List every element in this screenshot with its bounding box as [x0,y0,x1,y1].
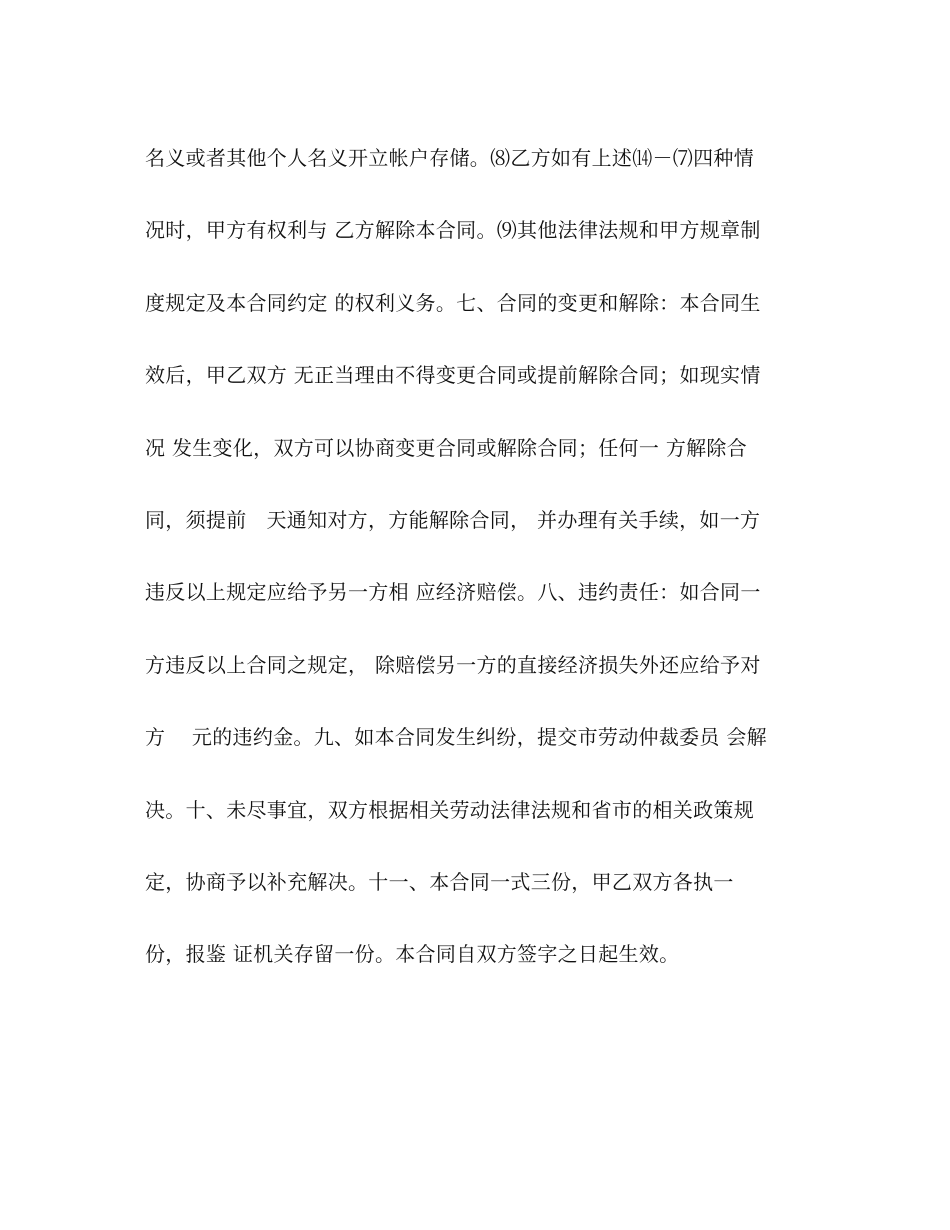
text-line-1: 名义或者其他个人名义开立帐户存储。⑻乙方如有上述⒁－⑺四种情 [145,146,754,170]
text-line-2: 况时，甲方有权利与 乙方解除本合同。⑼其他法律法规和甲方规章制 [145,218,761,243]
text-line-9: 方 元的违约金。九、如本合同发生纠纷，提交市劳动仲裁委员 会解 [145,725,767,750]
text-line-7: 违反以上规定应给予另一方相 应经济赔偿。八、违约责任：如合同一 [145,580,761,605]
contract-text-body [145,138,825,1007]
text-line-11: 定，协商予以补充解决。十一、本合同一式三份，甲乙双方各执一 [145,869,734,894]
text-line-10: 决。十、未尽事宜，双方根据相关劳动法律法规和省市的相关政策规 [145,797,754,822]
text-line-3: 度规定及本合同约定 的权利义务。七、合同的变更和解除：本合同生 [145,290,761,315]
text-line-6: 同，须提前 天通知对方，方能解除合同， 并办理有关手续，如一方 [145,507,761,532]
text-line-12: 份，报鉴 证机关存留一份。本合同自双方签字之日起生效。 [145,942,680,967]
text-line-5: 况 发生变化，双方可以协商变更合同或解除合同；任何一 方解除合 [145,435,748,460]
text-line-8: 方违反以上合同之规定， 除赔偿另一方的直接经济损失外还应给予对 [145,652,761,677]
text-line-4: 效后，甲乙双方 无正当理由不得变更合同或提前解除合同；如现实情 [145,363,761,388]
